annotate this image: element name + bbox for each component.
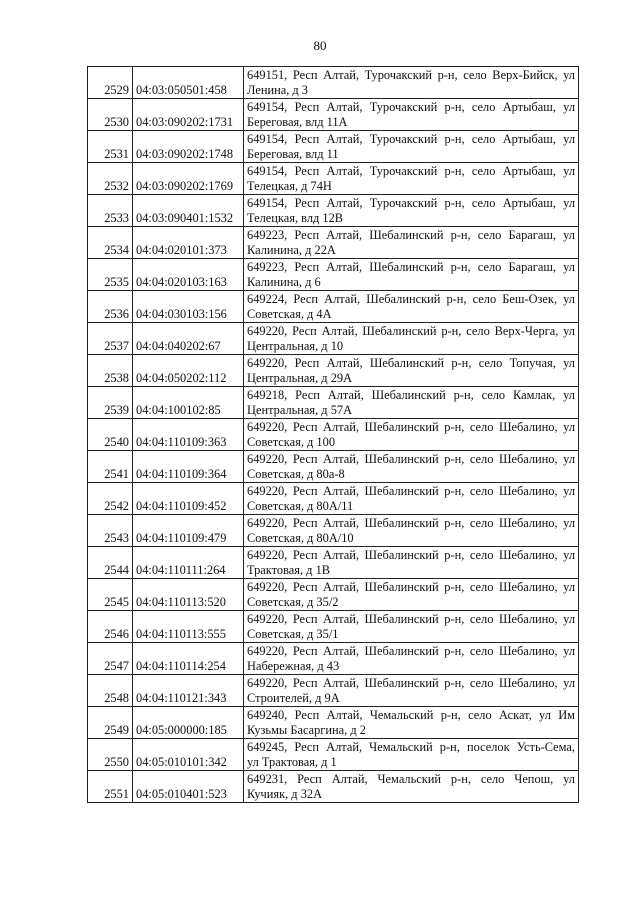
row-number-cell: 2545 <box>88 579 133 611</box>
address-line-2: Калинина, д 22А <box>247 243 336 257</box>
table-row <box>88 675 579 707</box>
row-number-cell: 2548 <box>88 675 133 707</box>
address-line-1: 649220, Респ Алтай, Шебалинский р-н, село Шебалино, ул <box>247 612 575 626</box>
address-line-1: 649220, Респ Алтай, Шебалинский р-н, село Шебалино, ул <box>247 452 575 466</box>
address-line-1: 649154, Респ Алтай, Турочакский р-н, село Артыбаш, ул <box>247 164 575 178</box>
address-line-2: Ленина, д 3 <box>247 83 309 97</box>
table-row <box>88 579 579 611</box>
address-line-2: Береговая, влд 11 <box>247 147 339 161</box>
address-cell <box>244 483 579 515</box>
cadastral-number-cell: 04:03:090202:1731 <box>133 99 244 131</box>
cadastral-number-cell: 04:05:010101:342 <box>133 739 244 771</box>
cadastral-number-cell: 04:04:110109:363 <box>133 419 244 451</box>
table-row <box>88 739 579 771</box>
address-line-1: 649220, Респ Алтай, Шебалинский р-н, село Шебалино, ул <box>247 516 575 530</box>
cadastral-number-cell: 04:04:110114:254 <box>133 643 244 675</box>
address-line-2: Советская, д 80А/10 <box>247 531 354 545</box>
cadastral-number-cell: 04:04:030103:156 <box>133 291 244 323</box>
table-row <box>88 195 579 227</box>
address-cell <box>244 131 579 163</box>
row-number-cell: 2530 <box>88 99 133 131</box>
table-row <box>88 227 579 259</box>
address-cell <box>244 323 579 355</box>
address-cell <box>244 675 579 707</box>
address-cell <box>244 451 579 483</box>
row-number-cell: 2544 <box>88 547 133 579</box>
cadastral-number-cell: 04:04:050202:112 <box>133 355 244 387</box>
row-number-cell: 2550 <box>88 739 133 771</box>
address-line-1: 649220, Респ Алтай, Шебалинский р-н, село Шебалино, ул <box>247 676 575 690</box>
address-cell <box>244 707 579 739</box>
row-number-cell: 2539 <box>88 387 133 419</box>
row-number-cell: 2543 <box>88 515 133 547</box>
row-number-cell: 2529 <box>88 67 133 99</box>
row-number-cell: 2547 <box>88 643 133 675</box>
address-cell <box>244 739 579 771</box>
address-line-2: Советская, д 35/1 <box>247 627 339 641</box>
table-row <box>88 67 579 99</box>
address-line-1: 649231, Респ Алтай, Чемальский р-н, село Чепош, ул <box>247 772 575 786</box>
table-row <box>88 547 579 579</box>
row-number-cell: 2533 <box>88 195 133 227</box>
address-line-2: ул Трактовая, д 1 <box>247 755 337 769</box>
address-line-2: Советская, д 4А <box>247 307 332 321</box>
address-line-1: 649220, Респ Алтай, Шебалинский р-н, село Верх-Черга, ул <box>247 324 575 338</box>
address-line-1: 649220, Респ Алтай, Шебалинский р-н, село Шебалино, ул <box>247 484 575 498</box>
address-cell <box>244 515 579 547</box>
table-row <box>88 387 579 419</box>
address-cell <box>244 355 579 387</box>
address-line-1: 649154, Респ Алтай, Турочакский р-н, село Артыбаш, ул <box>247 100 575 114</box>
table-row <box>88 611 579 643</box>
address-line-2: Кучияк, д 32А <box>247 787 323 801</box>
table-row <box>88 643 579 675</box>
address-line-1: 649220, Респ Алтай, Шебалинский р-н, село Топучая, ул <box>247 356 575 370</box>
row-number-cell: 2536 <box>88 291 133 323</box>
row-number-cell: 2535 <box>88 259 133 291</box>
row-number-cell: 2537 <box>88 323 133 355</box>
address-line-2: Советская, д 80А/11 <box>247 499 354 513</box>
address-line-2: Калинина, д 6 <box>247 275 321 289</box>
address-line-1: 649218, Респ Алтай, Шебалинский р-н, село Камлак, ул <box>247 388 575 402</box>
row-number-cell: 2531 <box>88 131 133 163</box>
address-line-1: 649151, Респ Алтай, Турочакский р-н, село Верх-Бийск, ул <box>247 68 575 82</box>
table-row <box>88 259 579 291</box>
address-line-2: Телецкая, влд 12В <box>247 211 344 225</box>
property-table <box>87 66 579 803</box>
row-number-cell: 2534 <box>88 227 133 259</box>
cadastral-number-cell: 04:03:090202:1769 <box>133 163 244 195</box>
table-row <box>88 419 579 451</box>
table-row <box>88 291 579 323</box>
address-cell <box>244 771 579 803</box>
address-line-2: Советская, д 100 <box>247 435 336 449</box>
table-row <box>88 515 579 547</box>
address-cell <box>244 163 579 195</box>
address-cell <box>244 387 579 419</box>
cadastral-number-cell: 04:04:020101:373 <box>133 227 244 259</box>
address-line-1: 649220, Респ Алтай, Шебалинский р-н, село Шебалино, ул <box>247 580 575 594</box>
row-number-cell: 2542 <box>88 483 133 515</box>
address-line-1: 649154, Респ Алтай, Турочакский р-н, село Артыбаш, ул <box>247 196 575 210</box>
row-number-cell: 2538 <box>88 355 133 387</box>
address-cell <box>244 227 579 259</box>
cadastral-number-cell: 04:04:040202:67 <box>133 323 244 355</box>
cadastral-number-cell: 04:04:110109:364 <box>133 451 244 483</box>
address-cell <box>244 611 579 643</box>
address-line-1: 649154, Респ Алтай, Турочакский р-н, село Артыбаш, ул <box>247 132 575 146</box>
cadastral-number-cell: 04:04:110111:264 <box>133 547 244 579</box>
address-line-2: Советская, д 35/2 <box>247 595 339 609</box>
cadastral-number-cell: 04:03:090202:1748 <box>133 131 244 163</box>
address-line-1: 649240, Респ Алтай, Чемальский р-н, село Аскат, ул Им <box>247 708 575 722</box>
address-line-2: Береговая, влд 11А <box>247 115 348 129</box>
address-line-2: Центральная, д 10 <box>247 339 344 353</box>
cadastral-number-cell: 04:04:110109:479 <box>133 515 244 547</box>
row-number-cell: 2540 <box>88 419 133 451</box>
address-line-2: Строителей, д 9А <box>247 691 340 705</box>
table-row <box>88 707 579 739</box>
row-number-cell: 2532 <box>88 163 133 195</box>
address-cell <box>244 67 579 99</box>
table-row <box>88 483 579 515</box>
table-row <box>88 131 579 163</box>
row-number-cell: 2541 <box>88 451 133 483</box>
address-cell <box>244 99 579 131</box>
cadastral-number-cell: 04:03:090401:1532 <box>133 195 244 227</box>
table-row <box>88 99 579 131</box>
table-row <box>88 163 579 195</box>
address-cell <box>244 291 579 323</box>
address-cell <box>244 195 579 227</box>
cadastral-number-cell: 04:04:110121:343 <box>133 675 244 707</box>
address-cell <box>244 579 579 611</box>
cadastral-number-cell: 04:03:050501:458 <box>133 67 244 99</box>
row-number-cell: 2546 <box>88 611 133 643</box>
address-cell <box>244 259 579 291</box>
address-cell <box>244 419 579 451</box>
cadastral-number-cell: 04:04:110113:555 <box>133 611 244 643</box>
address-line-1: 649220, Респ Алтай, Шебалинский р-н, село Шебалино, ул <box>247 420 575 434</box>
cadastral-number-cell: 04:04:110113:520 <box>133 579 244 611</box>
address-line-1: 649224, Респ Алтай, Шебалинский р-н, село Беш-Озек, ул <box>247 292 575 306</box>
page-number: 80 <box>313 38 327 53</box>
address-line-2: Телецкая, д 74Н <box>247 179 332 193</box>
cadastral-number-cell: 04:05:000000:185 <box>133 707 244 739</box>
table-row <box>88 323 579 355</box>
row-number-cell: 2549 <box>88 707 133 739</box>
table-row <box>88 355 579 387</box>
address-line-1: 649223, Респ Алтай, Шебалинский р-н, село Барагаш, ул <box>247 228 575 242</box>
cadastral-number-cell: 04:05:010401:523 <box>133 771 244 803</box>
address-line-1: 649220, Респ Алтай, Шебалинский р-н, село Шебалино, ул <box>247 644 575 658</box>
address-line-2: Советская, д 80а-8 <box>247 467 345 481</box>
cadastral-number-cell: 04:04:020103:163 <box>133 259 244 291</box>
address-line-2: Набережная, д 43 <box>247 659 340 673</box>
address-line-2: Центральная, д 57А <box>247 403 353 417</box>
address-line-1: 649245, Респ Алтай, Чемальский р-н, поселок Усть-Сема, <box>247 740 575 754</box>
table-row <box>88 451 579 483</box>
address-line-1: 649220, Респ Алтай, Шебалинский р-н, село Шебалино, ул <box>247 548 575 562</box>
address-line-2: Трактовая, д 1В <box>247 563 331 577</box>
address-line-2: Кузьмы Басаргина, д 2 <box>247 723 366 737</box>
address-line-2: Центральная, д 29А <box>247 371 353 385</box>
address-line-1: 649223, Респ Алтай, Шебалинский р-н, село Барагаш, ул <box>247 260 575 274</box>
cadastral-number-cell: 04:04:100102:85 <box>133 387 244 419</box>
table-row <box>88 771 579 803</box>
address-cell <box>244 547 579 579</box>
cadastral-number-cell: 04:04:110109:452 <box>133 483 244 515</box>
row-number-cell: 2551 <box>88 771 133 803</box>
address-cell <box>244 643 579 675</box>
